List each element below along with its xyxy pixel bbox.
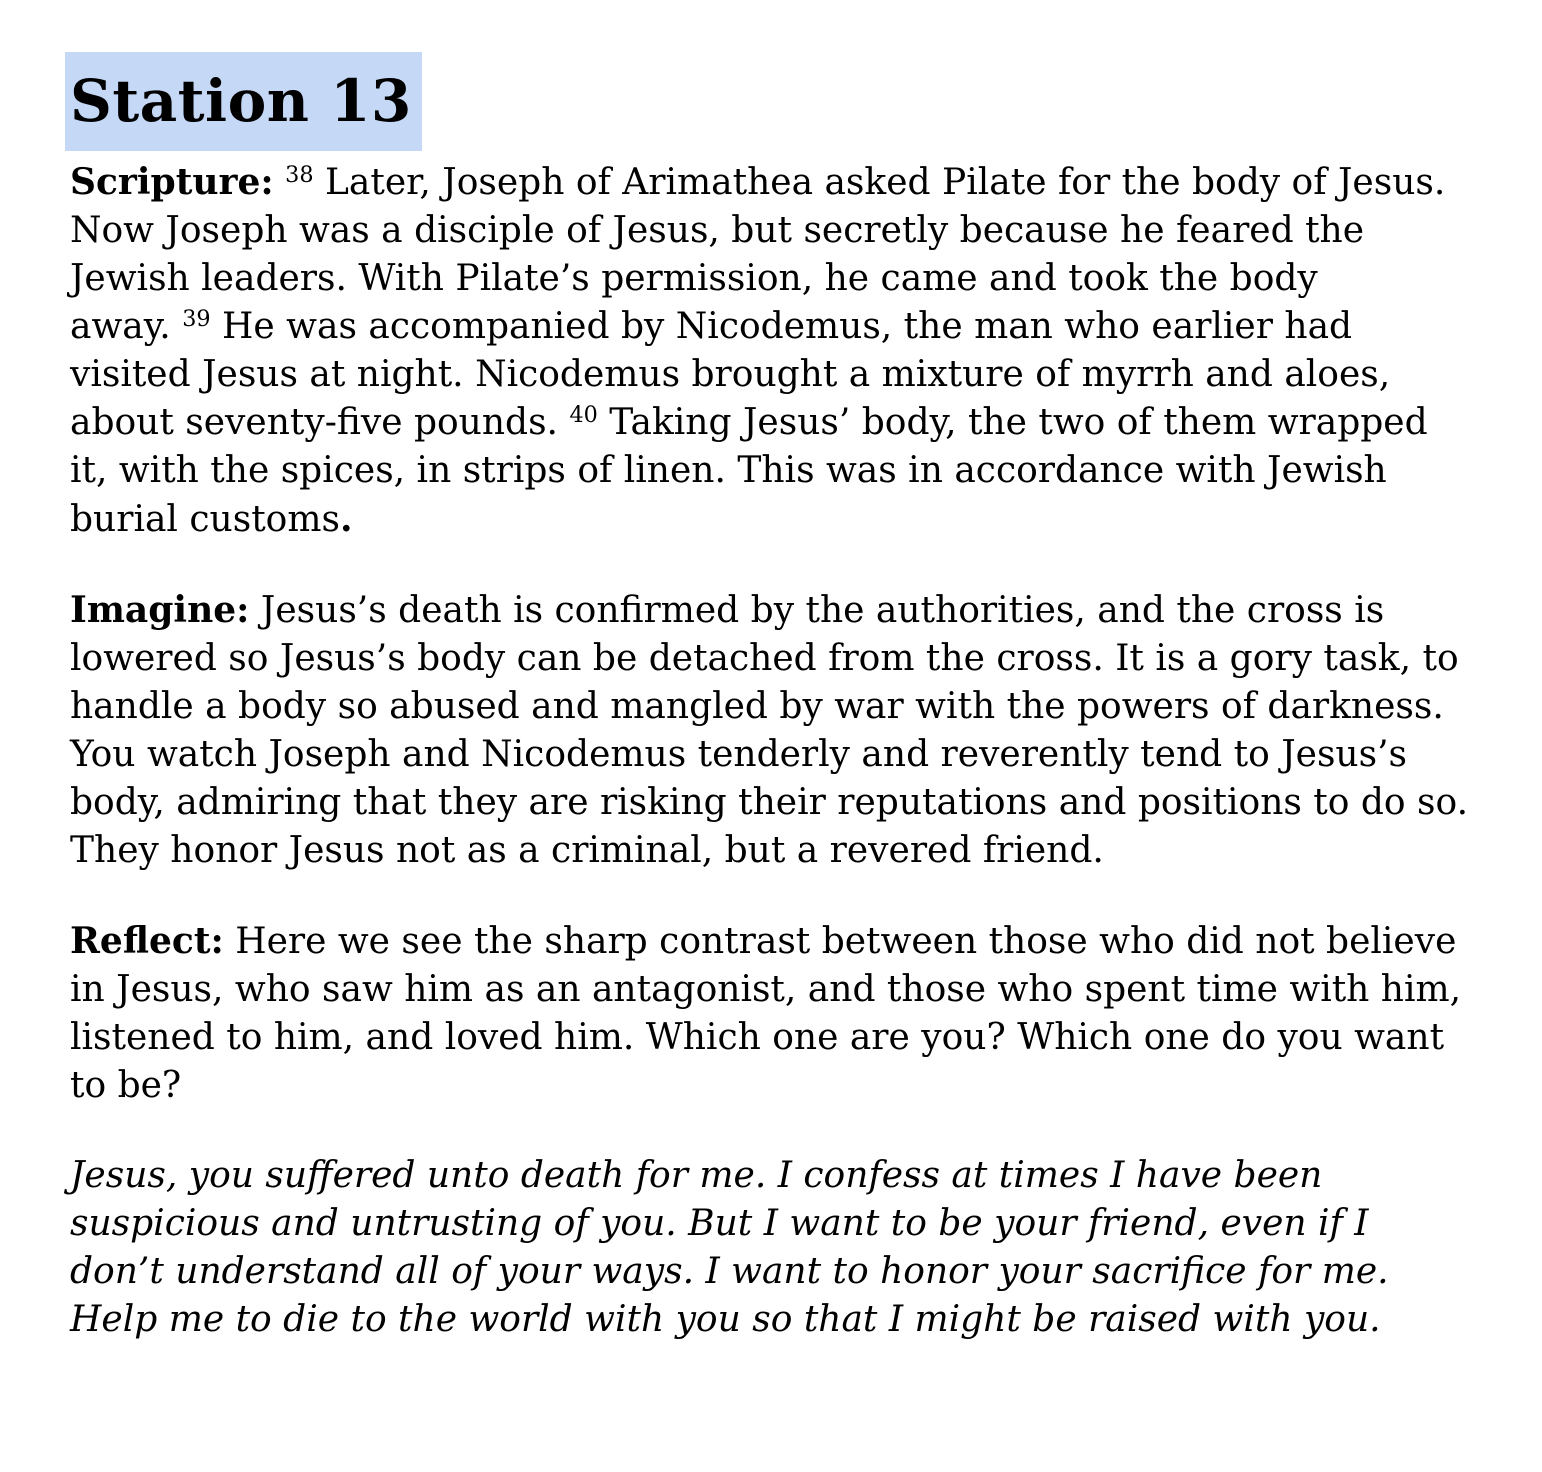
reflect-paragraph: Reflect: Here we see the sharp contrast between those who did not believe in Jesus, who saw him as an antagonist, and those who spent time with him, listened to him, and loved him. Which one are you? Which one do you want to be? (70, 920, 1462, 1106)
imagine-paragraph: Imagine: Jesus’s death is confirmed by the authorities, and the cross is lowered so Jesus’s body can be detached from the cross. It is a gory task, to handle a body so abused and mangled by war with the powers of darkness. You watch Joseph and Nicodemus tenderly and reverently tend to Jesus’s body, admiring that they are risking their reputations and positions to do so. They honor Jesus not as a criminal, but a revered friend. (70, 589, 1469, 871)
prayer-paragraph: Jesus, you suffered unto death for me. I confess at times I have been suspicious and untrusting of you. But I want to be your friend, even if I don’t understand all of your ways. I want to honor your sacrifice for me. Help me to die to the world with you so that I might be raised with you. (70, 1155, 1389, 1340)
page-title (70, 52, 1502, 151)
title-highlight: Station 13 (65, 52, 422, 151)
scripture-paragraph: Scripture: $^{38}$ Later, Joseph of Arimathea asked Pilate for the body of Jesus. Now Joseph was a disciple of Jesus, but secretly because he feared the Jewish leaders. With Pilate’s permission, he came and took the body away. $^{39}$ He was accompanied by Nicodemus, the man who earlier had visited Jesus at night. Nicodemus brought a mixture of myrrh and aloes, about seventy-five pounds. $^{40}$ Taking Jesus’ body, the two of them wrapped it, with the spices, in strips of linen. This was in accordance with Jewish burial customs. (70, 161, 1446, 540)
